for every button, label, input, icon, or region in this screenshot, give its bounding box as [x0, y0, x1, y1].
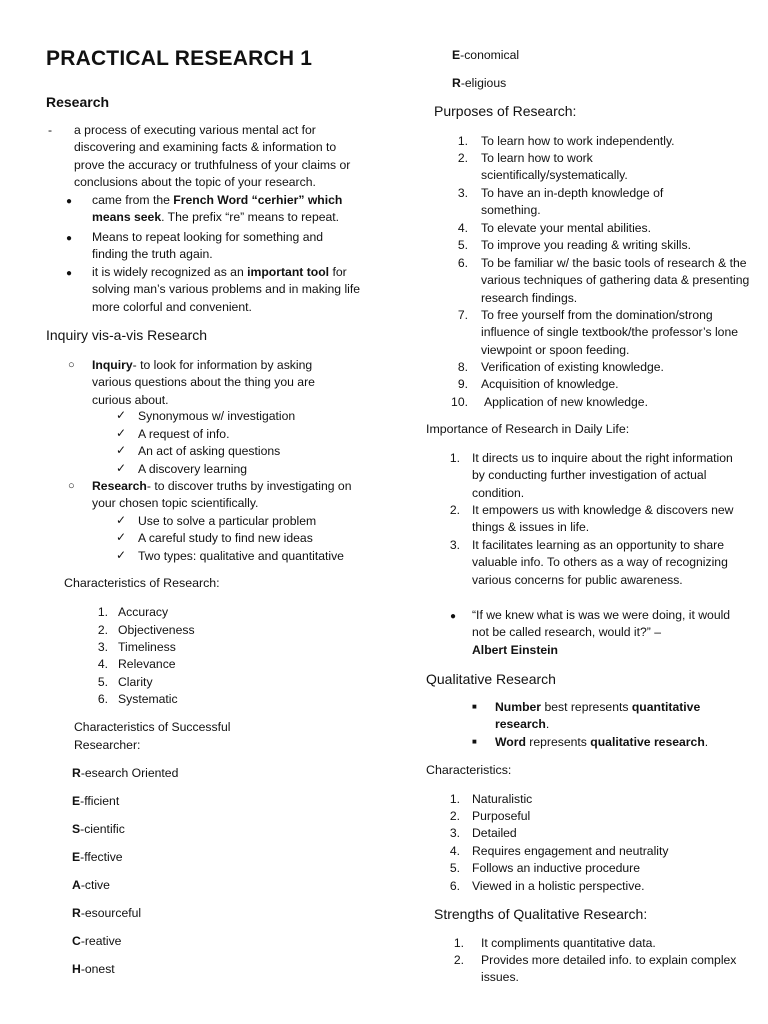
checkmark-icon: ✓	[116, 408, 127, 422]
bullet-icon: ●	[66, 268, 73, 279]
list-item: Relevance	[118, 657, 176, 671]
research-heading: Research	[46, 94, 110, 110]
list-item: Detailed	[472, 826, 517, 840]
research-bullet-2: Means to repeat looking for something and finding the truth again.	[92, 230, 324, 262]
research-check-3: Two types: qualitative and quantitative	[138, 549, 344, 563]
inquiry-check-4: A discovery learning	[138, 462, 248, 476]
dash-marker: -	[48, 123, 53, 137]
list-item: It empowers us with knowledge & discovers new things & issues in life.	[472, 503, 734, 535]
list-item: To elevate your mental abilities.	[481, 221, 652, 235]
qualitative-heading: Qualitative Research	[426, 671, 556, 687]
inquiry-definition: Inquiry- to look for information by asking various questions about the thing you are curious about.	[92, 358, 315, 407]
checkmark-icon: ✓	[116, 461, 127, 475]
list-item: Requires engagement and neutrality	[472, 844, 669, 858]
researcher-heading-line-2: Researcher:	[74, 738, 141, 752]
acronym-item: E-ffective	[72, 850, 123, 864]
list-item: It compliments quantitative data.	[481, 936, 656, 950]
list-item: To improve you reading & writing skills.	[481, 238, 691, 252]
checkmark-icon: ✓	[116, 548, 127, 562]
checkmark-icon: ✓	[116, 426, 127, 440]
list-item: It directs us to inquire about the right information by conducting further investigation of actual condition.	[472, 451, 733, 500]
list-item: Acquisition of knowledge.	[481, 377, 619, 391]
acronym-item: R-eligious	[452, 76, 507, 90]
inquiry-heading: Inquiry vis-a-vis Research	[46, 327, 208, 343]
acronym-item: R-esearch Oriented	[72, 766, 179, 780]
einstein-quote: “If we knew what is was we were doing, it would not be called research, would it?” – Albert Einstein	[472, 608, 731, 657]
list-item: Accuracy	[118, 605, 169, 619]
checkmark-icon: ✓	[116, 530, 127, 544]
circle-bullet-icon: ○	[68, 359, 75, 371]
importance-heading: Importance of Research in Daily Life:	[426, 422, 630, 436]
acronym-item: H-onest	[72, 962, 115, 976]
acronym-item: E-conomical	[452, 48, 520, 62]
strengths-heading: Strengths of Qualitative Research:	[434, 906, 648, 922]
list-item: Naturalistic	[472, 792, 533, 806]
list-item: Application of new knowledge.	[484, 395, 648, 409]
bullet-icon: ●	[66, 233, 73, 244]
list-item: Clarity	[118, 675, 153, 689]
list-item: To free yourself from the domination/strong influence of single textbook/the professor’s lone viewpoint or spoon feeding.	[481, 308, 739, 357]
research-bullet-1: came from the French Word “cerhier” which means seek. The prefix “re” means to repeat.	[92, 193, 343, 225]
qualitative-point-1: Number best represents quantitative research.	[495, 700, 701, 732]
acronym-item: R-esourceful	[72, 906, 142, 920]
circle-bullet-icon: ○	[68, 480, 75, 492]
acronym-item: A-ctive	[72, 878, 110, 892]
checkmark-icon: ✓	[116, 443, 127, 457]
bullet-icon: ●	[450, 611, 457, 622]
square-bullet-icon: ■	[472, 737, 477, 746]
characteristics-heading: Characteristics of Research:	[64, 576, 220, 590]
square-bullet-icon: ■	[472, 702, 477, 711]
list-item: Viewed in a holistic perspective.	[472, 879, 645, 893]
list-item: Systematic	[118, 692, 178, 706]
list-item: It facilitates learning as an opportunity to share valuable info. To others as a way of recognizing various concerns for public awareness.	[472, 538, 728, 587]
list-item: Verification of existing knowledge.	[481, 360, 664, 374]
list-item: Timeliness	[118, 640, 176, 654]
acronym-item: E-fficient	[72, 794, 120, 808]
list-item: Objectiveness	[118, 623, 195, 637]
list-item: To be familiar w/ the basic tools of research & the various techniques of gathering data & presenting research findings.	[481, 256, 750, 305]
list-item: To learn how to work independently.	[481, 134, 675, 148]
research-check-1: Use to solve a particular problem	[138, 514, 317, 528]
inquiry-check-2: A request of info.	[138, 427, 230, 441]
researcher-heading-line-1: Characteristics of Successful	[74, 720, 231, 734]
qualitative-characteristics-heading: Characteristics:	[426, 763, 512, 777]
research-bullet-3: it is widely recognized as an important tool for solving man’s various problems and in making life more colorful and convenient.	[92, 265, 361, 314]
checkmark-icon: ✓	[116, 513, 127, 527]
list-item: Provides more detailed info. to explain complex issues.	[481, 953, 737, 985]
research-definition-2: Research- to discover truths by investigating on your chosen topic scientifically.	[92, 479, 352, 511]
inquiry-check-3: An act of asking questions	[138, 444, 281, 458]
page-title: PRACTICAL RESEARCH 1	[46, 47, 313, 70]
list-item: Follows an inductive procedure	[472, 861, 641, 875]
research-check-2: A careful study to find new ideas	[138, 531, 313, 545]
list-item: To have an in-depth knowledge of something.	[481, 186, 664, 218]
research-definition: a process of executing various mental act for discovering and examining facts & information to prove the accuracy or truthfulness of your claims or conclusions about the topic of your research.	[74, 123, 351, 190]
list-item: Purposeful	[472, 809, 531, 823]
acronym-item: C-reative	[72, 934, 122, 948]
qualitative-point-2: Word represents qualitative research.	[495, 735, 709, 749]
purposes-heading: Purposes of Research:	[434, 103, 577, 119]
inquiry-check-1: Synonymous w/ investigation	[138, 409, 296, 423]
list-item: To learn how to work scientifically/systematically.	[481, 151, 628, 183]
acronym-item: S-cientific	[72, 822, 125, 836]
bullet-icon: ●	[66, 196, 73, 207]
